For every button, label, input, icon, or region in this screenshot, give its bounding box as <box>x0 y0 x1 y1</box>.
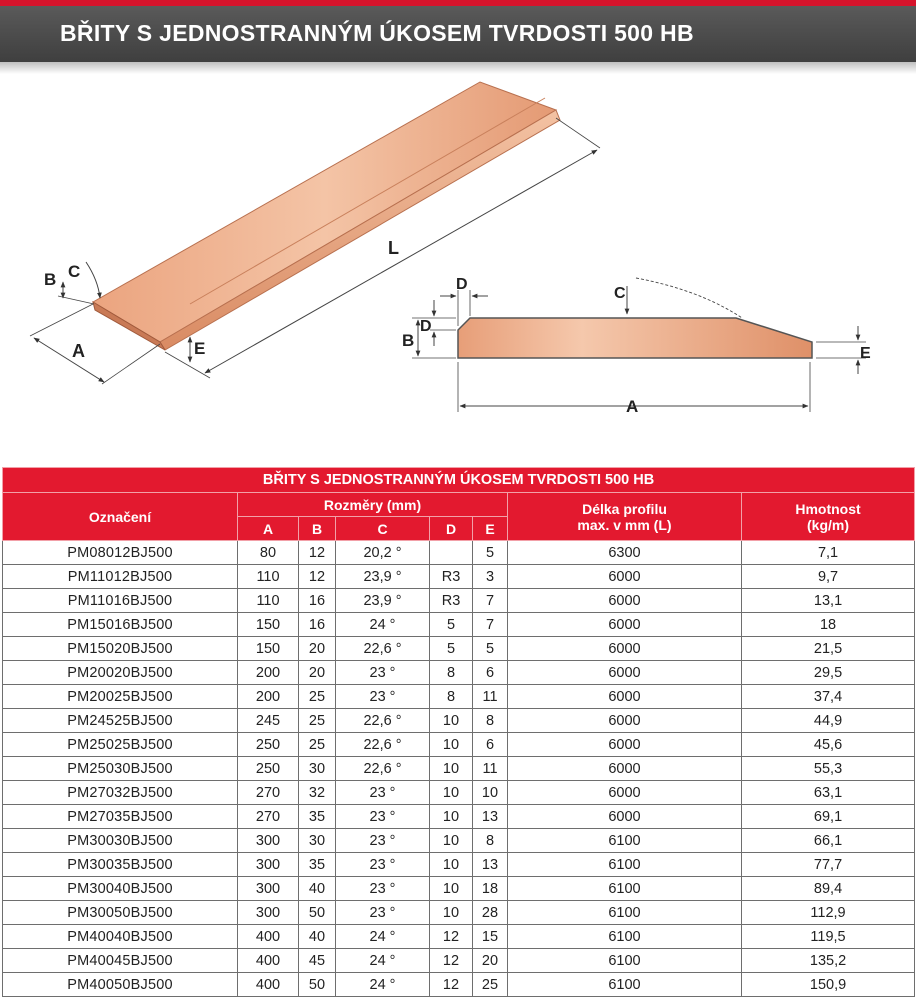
table-row <box>3 541 915 565</box>
cell-weight: 9,7 <box>742 565 915 589</box>
cell-c: 22,6 ° <box>336 709 430 733</box>
profile-label-E: E <box>860 345 871 362</box>
cell-b: 30 <box>299 829 336 853</box>
cell-a: 270 <box>238 805 299 829</box>
cell-weight: 135,2 <box>742 949 915 973</box>
cell-e: 10 <box>473 781 508 805</box>
cell-length: 6000 <box>508 565 742 589</box>
cell-a: 300 <box>238 901 299 925</box>
cell-c: 24 ° <box>336 925 430 949</box>
cell-d: 10 <box>430 901 473 925</box>
header-length-line1: Délka profilu <box>582 500 667 517</box>
cell-length: 6000 <box>508 685 742 709</box>
cell-designation: PM40050BJ500 <box>3 973 238 997</box>
cell-b: 20 <box>299 637 336 661</box>
cell-length: 6100 <box>508 877 742 901</box>
profile-label-B: B <box>402 331 415 350</box>
cell-a: 250 <box>238 757 299 781</box>
table-row <box>3 949 915 973</box>
cell-c: 23 ° <box>336 781 430 805</box>
cell-c: 22,6 ° <box>336 637 430 661</box>
table-row <box>3 925 915 949</box>
cell-designation: PM15020BJ500 <box>3 637 238 661</box>
cell-e: 15 <box>473 925 508 949</box>
cell-c: 23 ° <box>336 901 430 925</box>
cell-e: 7 <box>473 589 508 613</box>
cell-weight: 69,1 <box>742 805 915 829</box>
cell-b: 25 <box>299 709 336 733</box>
cell-a: 270 <box>238 781 299 805</box>
cell-weight: 21,5 <box>742 637 915 661</box>
header-length <box>508 493 742 541</box>
cell-designation: PM30050BJ500 <box>3 901 238 925</box>
cell-d: 12 <box>430 949 473 973</box>
cell-weight: 119,5 <box>742 925 915 949</box>
cell-designation: PM30030BJ500 <box>3 829 238 853</box>
header-dim-e: E <box>473 517 508 541</box>
profile-label-A: A <box>626 397 639 416</box>
cell-a: 400 <box>238 949 299 973</box>
cell-d: R3 <box>430 589 473 613</box>
spec-table <box>2 467 915 997</box>
cell-d: 10 <box>430 733 473 757</box>
cell-a: 110 <box>238 565 299 589</box>
dim-label-L: L <box>388 238 399 258</box>
cell-weight: 112,9 <box>742 901 915 925</box>
cell-c: 22,6 ° <box>336 757 430 781</box>
cell-designation: PM15016BJ500 <box>3 613 238 637</box>
cell-designation: PM24525BJ500 <box>3 709 238 733</box>
cell-d: 10 <box>430 781 473 805</box>
table-title: BŘITY S JEDNOSTRANNÝM ÚKOSEM TVRDOSTI 500 HB <box>3 468 915 493</box>
table-row <box>3 637 915 661</box>
cell-a: 150 <box>238 637 299 661</box>
cell-length: 6000 <box>508 709 742 733</box>
cell-designation: PM08012BJ500 <box>3 541 238 565</box>
cell-weight: 7,1 <box>742 541 915 565</box>
cell-b: 35 <box>299 805 336 829</box>
cell-e: 13 <box>473 853 508 877</box>
cell-length: 6000 <box>508 637 742 661</box>
header-dim-d: D <box>430 517 473 541</box>
cell-c: 23 ° <box>336 829 430 853</box>
header-shadow <box>0 62 916 74</box>
cell-c: 24 ° <box>336 949 430 973</box>
cell-e: 5 <box>473 637 508 661</box>
cell-d: 10 <box>430 757 473 781</box>
cell-e: 20 <box>473 949 508 973</box>
cell-designation: PM25025BJ500 <box>3 733 238 757</box>
cell-b: 32 <box>299 781 336 805</box>
cell-length: 6000 <box>508 781 742 805</box>
cell-weight: 37,4 <box>742 685 915 709</box>
cell-b: 12 <box>299 541 336 565</box>
cell-weight: 66,1 <box>742 829 915 853</box>
cell-length: 6100 <box>508 973 742 997</box>
cell-e: 25 <box>473 973 508 997</box>
cell-designation: PM20025BJ500 <box>3 685 238 709</box>
cell-d: 10 <box>430 805 473 829</box>
table-row <box>3 613 915 637</box>
cell-e: 6 <box>473 733 508 757</box>
cell-designation: PM30040BJ500 <box>3 877 238 901</box>
cell-designation: PM25030BJ500 <box>3 757 238 781</box>
cell-e: 8 <box>473 709 508 733</box>
table-row <box>3 877 915 901</box>
cell-length: 6000 <box>508 733 742 757</box>
cell-d: 12 <box>430 925 473 949</box>
blade-top-face <box>93 82 556 342</box>
cell-e: 13 <box>473 805 508 829</box>
cell-a: 400 <box>238 973 299 997</box>
header-weight-line1: Hmotnost <box>795 500 861 517</box>
cell-d: 10 <box>430 829 473 853</box>
cell-d: 10 <box>430 709 473 733</box>
cell-designation: PM27035BJ500 <box>3 805 238 829</box>
cell-a: 300 <box>238 853 299 877</box>
cell-a: 80 <box>238 541 299 565</box>
cell-c: 23,9 ° <box>336 589 430 613</box>
cell-b: 40 <box>299 925 336 949</box>
cell-d: 8 <box>430 685 473 709</box>
cell-b: 25 <box>299 733 336 757</box>
cell-e: 11 <box>473 757 508 781</box>
cell-designation: PM11012BJ500 <box>3 565 238 589</box>
cell-weight: 63,1 <box>742 781 915 805</box>
table-row <box>3 781 915 805</box>
cell-length: 6000 <box>508 613 742 637</box>
table-row <box>3 805 915 829</box>
cell-weight: 55,3 <box>742 757 915 781</box>
cell-c: 22,6 ° <box>336 733 430 757</box>
cell-c: 23 ° <box>336 661 430 685</box>
cell-weight: 45,6 <box>742 733 915 757</box>
cell-length: 6100 <box>508 901 742 925</box>
spec-table-wrapper <box>2 467 914 997</box>
table-body <box>3 541 915 997</box>
cell-c: 23 ° <box>336 805 430 829</box>
blade-profile <box>402 276 871 416</box>
cell-e: 8 <box>473 829 508 853</box>
cell-weight: 18 <box>742 613 915 637</box>
cell-designation: PM40045BJ500 <box>3 949 238 973</box>
cell-a: 300 <box>238 877 299 901</box>
cell-b: 50 <box>299 901 336 925</box>
header-length-line2: max. v mm (L) <box>577 516 672 533</box>
table-row <box>3 709 915 733</box>
cell-a: 300 <box>238 829 299 853</box>
cell-length: 6000 <box>508 757 742 781</box>
cell-length: 6100 <box>508 829 742 853</box>
cell-e: 5 <box>473 541 508 565</box>
header-dim-c: C <box>336 517 430 541</box>
cell-c: 24 ° <box>336 613 430 637</box>
cell-a: 400 <box>238 925 299 949</box>
cell-d: R3 <box>430 565 473 589</box>
cell-length: 6300 <box>508 541 742 565</box>
cell-e: 18 <box>473 877 508 901</box>
page-title: BŘITY S JEDNOSTRANNÝM ÚKOSEM TVRDOSTI 500 HB <box>60 20 694 46</box>
profile-label-C: C <box>614 285 626 302</box>
cell-d: 8 <box>430 661 473 685</box>
cell-weight: 150,9 <box>742 973 915 997</box>
table-row <box>3 661 915 685</box>
cell-a: 250 <box>238 733 299 757</box>
dim-label-C: C <box>68 262 81 281</box>
cell-b: 50 <box>299 973 336 997</box>
cell-b: 16 <box>299 613 336 637</box>
cell-weight: 13,1 <box>742 589 915 613</box>
cell-c: 23,9 ° <box>336 565 430 589</box>
cell-length: 6000 <box>508 805 742 829</box>
cell-d: 5 <box>430 613 473 637</box>
cell-b: 45 <box>299 949 336 973</box>
cell-e: 7 <box>473 613 508 637</box>
header-designation: Označení <box>3 493 238 541</box>
cell-weight: 44,9 <box>742 709 915 733</box>
cell-weight: 89,4 <box>742 877 915 901</box>
header-dim-a: A <box>238 517 299 541</box>
cell-d: 5 <box>430 637 473 661</box>
cell-length: 6100 <box>508 853 742 877</box>
cell-a: 200 <box>238 685 299 709</box>
cell-b: 16 <box>299 589 336 613</box>
table-row <box>3 853 915 877</box>
table-row <box>3 973 915 997</box>
dim-label-A: A <box>72 341 85 361</box>
cell-designation: PM20020BJ500 <box>3 661 238 685</box>
table-row <box>3 565 915 589</box>
cell-d: 10 <box>430 877 473 901</box>
cell-c: 20,2 ° <box>336 541 430 565</box>
header-weight <box>742 493 915 541</box>
cell-a: 110 <box>238 589 299 613</box>
cell-b: 40 <box>299 877 336 901</box>
dim-label-E: E <box>194 339 206 358</box>
profile-label-D-side: D <box>420 318 432 335</box>
table-row <box>3 733 915 757</box>
cell-length: 6100 <box>508 949 742 973</box>
cell-d: 12 <box>430 973 473 997</box>
header-dim-b: B <box>299 517 336 541</box>
cell-a: 245 <box>238 709 299 733</box>
cell-b: 35 <box>299 853 336 877</box>
cell-b: 30 <box>299 757 336 781</box>
table-row <box>3 757 915 781</box>
cell-d: 10 <box>430 853 473 877</box>
cell-designation: PM27032BJ500 <box>3 781 238 805</box>
cell-a: 150 <box>238 613 299 637</box>
blade-technical-drawing <box>0 74 916 454</box>
cell-designation: PM40040BJ500 <box>3 925 238 949</box>
table-row <box>3 829 915 853</box>
header-dimensions: Rozměry (mm) <box>238 493 508 517</box>
table-row <box>3 589 915 613</box>
page-header <box>0 0 916 62</box>
cell-b: 20 <box>299 661 336 685</box>
cell-weight: 29,5 <box>742 661 915 685</box>
profile-label-D-top: D <box>456 276 468 293</box>
cell-e: 11 <box>473 685 508 709</box>
table-row <box>3 901 915 925</box>
cell-c: 23 ° <box>336 877 430 901</box>
cell-e: 3 <box>473 565 508 589</box>
cell-b: 12 <box>299 565 336 589</box>
cell-c: 23 ° <box>336 853 430 877</box>
cell-e: 6 <box>473 661 508 685</box>
dim-label-B: B <box>44 270 57 289</box>
profile-shape <box>458 318 812 358</box>
table-row <box>3 685 915 709</box>
cell-weight: 77,7 <box>742 853 915 877</box>
cell-length: 6000 <box>508 661 742 685</box>
cell-length: 6000 <box>508 589 742 613</box>
cell-a: 200 <box>238 661 299 685</box>
cell-length: 6100 <box>508 925 742 949</box>
cell-d <box>430 541 473 565</box>
cell-designation: PM30035BJ500 <box>3 853 238 877</box>
cell-e: 28 <box>473 901 508 925</box>
cell-b: 25 <box>299 685 336 709</box>
cell-c: 23 ° <box>336 685 430 709</box>
header-weight-line2: (kg/m) <box>807 516 850 533</box>
cell-c: 24 ° <box>336 973 430 997</box>
cell-designation: PM11016BJ500 <box>3 589 238 613</box>
